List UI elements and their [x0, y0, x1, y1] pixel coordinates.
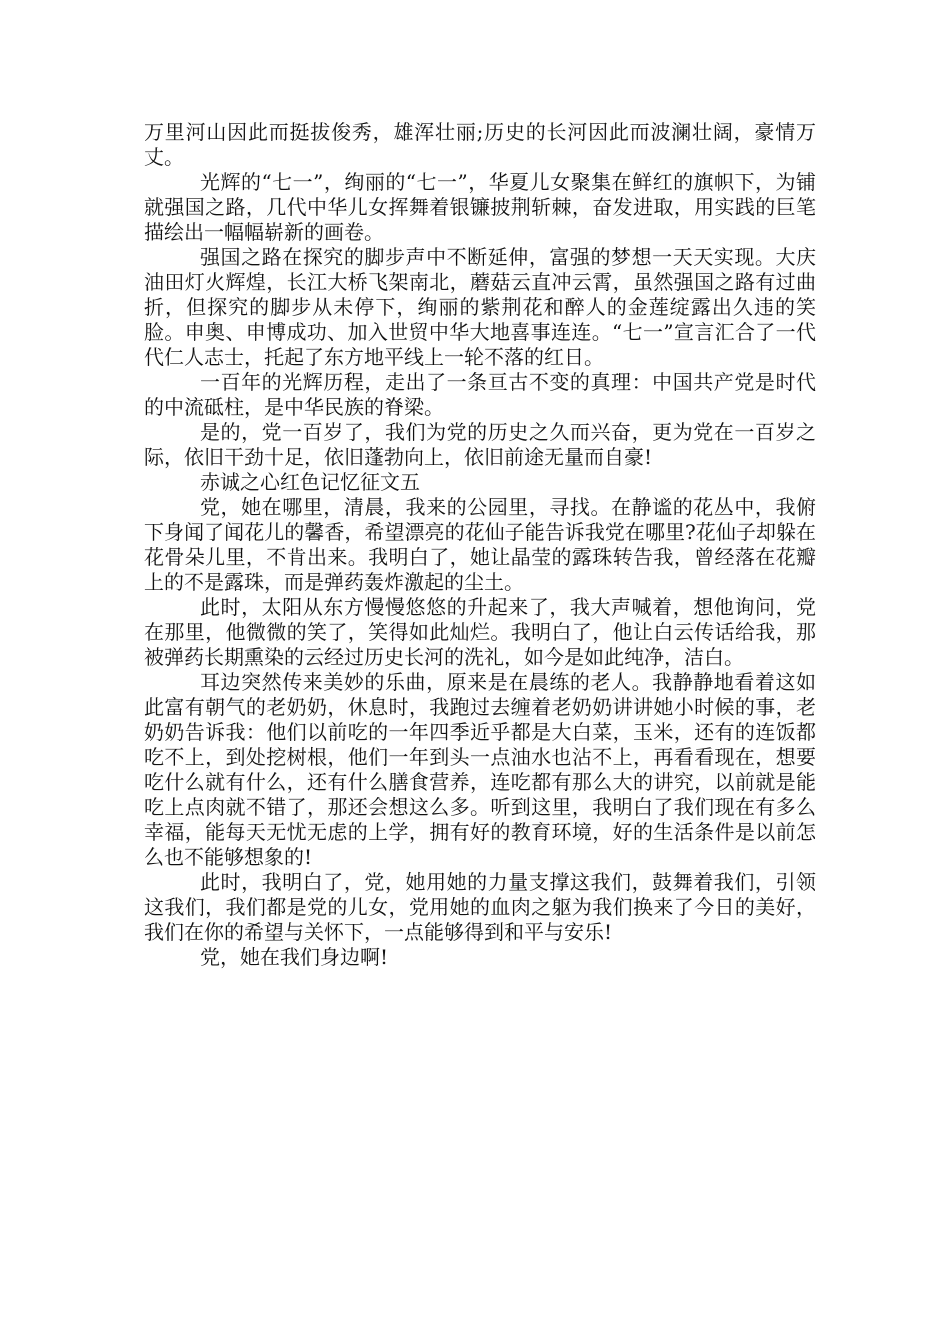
- paragraph: 此时，太阳从东方慢慢悠悠的升起来了，我大声喊着，想他询问，党在那里，他微微的笑了，笑得如此灿烂。我明白了，他让白云传话给我，那被弹药长期熏染的云经过历史长河的洗礼，如今是如此纯净，洁白。: [144, 595, 816, 669]
- paragraph: 党，她在哪里，清晨，我来的公园里，寻找。在静谧的花丛中，我俯下身闻了闻花儿的馨香，希望漂亮的花仙子能告诉我党在哪里?花仙子却躲在花骨朵儿里，不肯出来。我明白了，她让晶莹的露珠转告我，曾经落在花瓣上的不是露珠，而是弹药轰炸激起的尘土。: [144, 495, 816, 594]
- paragraph: 万里河山因此而挺拔俊秀，雄浑壮丽;历史的长河因此而波澜壮阔，豪情万丈。: [144, 120, 816, 169]
- paragraph: 一百年的光辉历程，走出了一条亘古不变的真理：中国共产党是时代的中流砥柱，是中华民族的脊梁。: [144, 370, 816, 419]
- paragraph: 党，她在我们身边啊!: [200, 945, 389, 969]
- paragraph: 此时，我明白了，党，她用她的力量支撑这我们，鼓舞着我们，引领这我们，我们都是党的儿女，党用她的血肉之躯为我们换来了今日的美好，我们在你的希望与关怀下，一点能够得到和平与安乐!: [144, 870, 816, 944]
- section-title: 赤诚之心红色记忆征文五: [200, 470, 420, 494]
- paragraph: 光辉的“七一”，绚丽的“七一”，华夏儿女聚集在鲜红的旗帜下，为铺就强国之路，几代中华儿女挥舞着银镰披荆斩棘，奋发进取，用实践的巨笔描绘出一幅幅崭新的画卷。: [144, 170, 816, 244]
- document-page: [144, 120, 816, 970]
- paragraph: 强国之路在探究的脚步声中不断延伸，富强的梦想一天天实现。大庆油田灯火辉煌，长江大桥飞架南北，蘑菇云直冲云霄，虽然强国之路有过曲折，但探究的脚步从未停下，绚丽的紫荆花和醉人的金莲绽露出久违的笑脸。申奥、申博成功、加入世贸中华大地喜事连连。“七一”宣言汇合了一代代仁人志士，托起了东方地平线上一轮不落的红日。: [144, 245, 816, 369]
- paragraph: 耳边突然传来美妙的乐曲，原来是在晨练的老人。我静静地看着这如此富有朝气的老奶奶，休息时，我跑过去缠着老奶奶讲讲她小时候的事，老奶奶告诉我：他们以前吃的一年四季近乎都是大白菜，玉米，还有的连饭都吃不上，到处挖树根，他们一年到头一点油水也沾不上，再看看现在，想要吃什么就有什么，还有什么膳食营养，连吃都有那么大的讲究，以前就是能吃上点肉就不错了，那还会想这么多。听到这里，我明白了我们现在有多么幸福，能每天无忧无虑的上学，拥有好的教育环境，好的生活条件是以前怎么也不能够想象的!: [144, 670, 816, 869]
- paragraph: 是的，党一百岁了，我们为党的历史之久而兴奋，更为党在一百岁之际，依旧干劲十足，依旧蓬勃向上，依旧前途无量而自豪!: [144, 420, 816, 469]
